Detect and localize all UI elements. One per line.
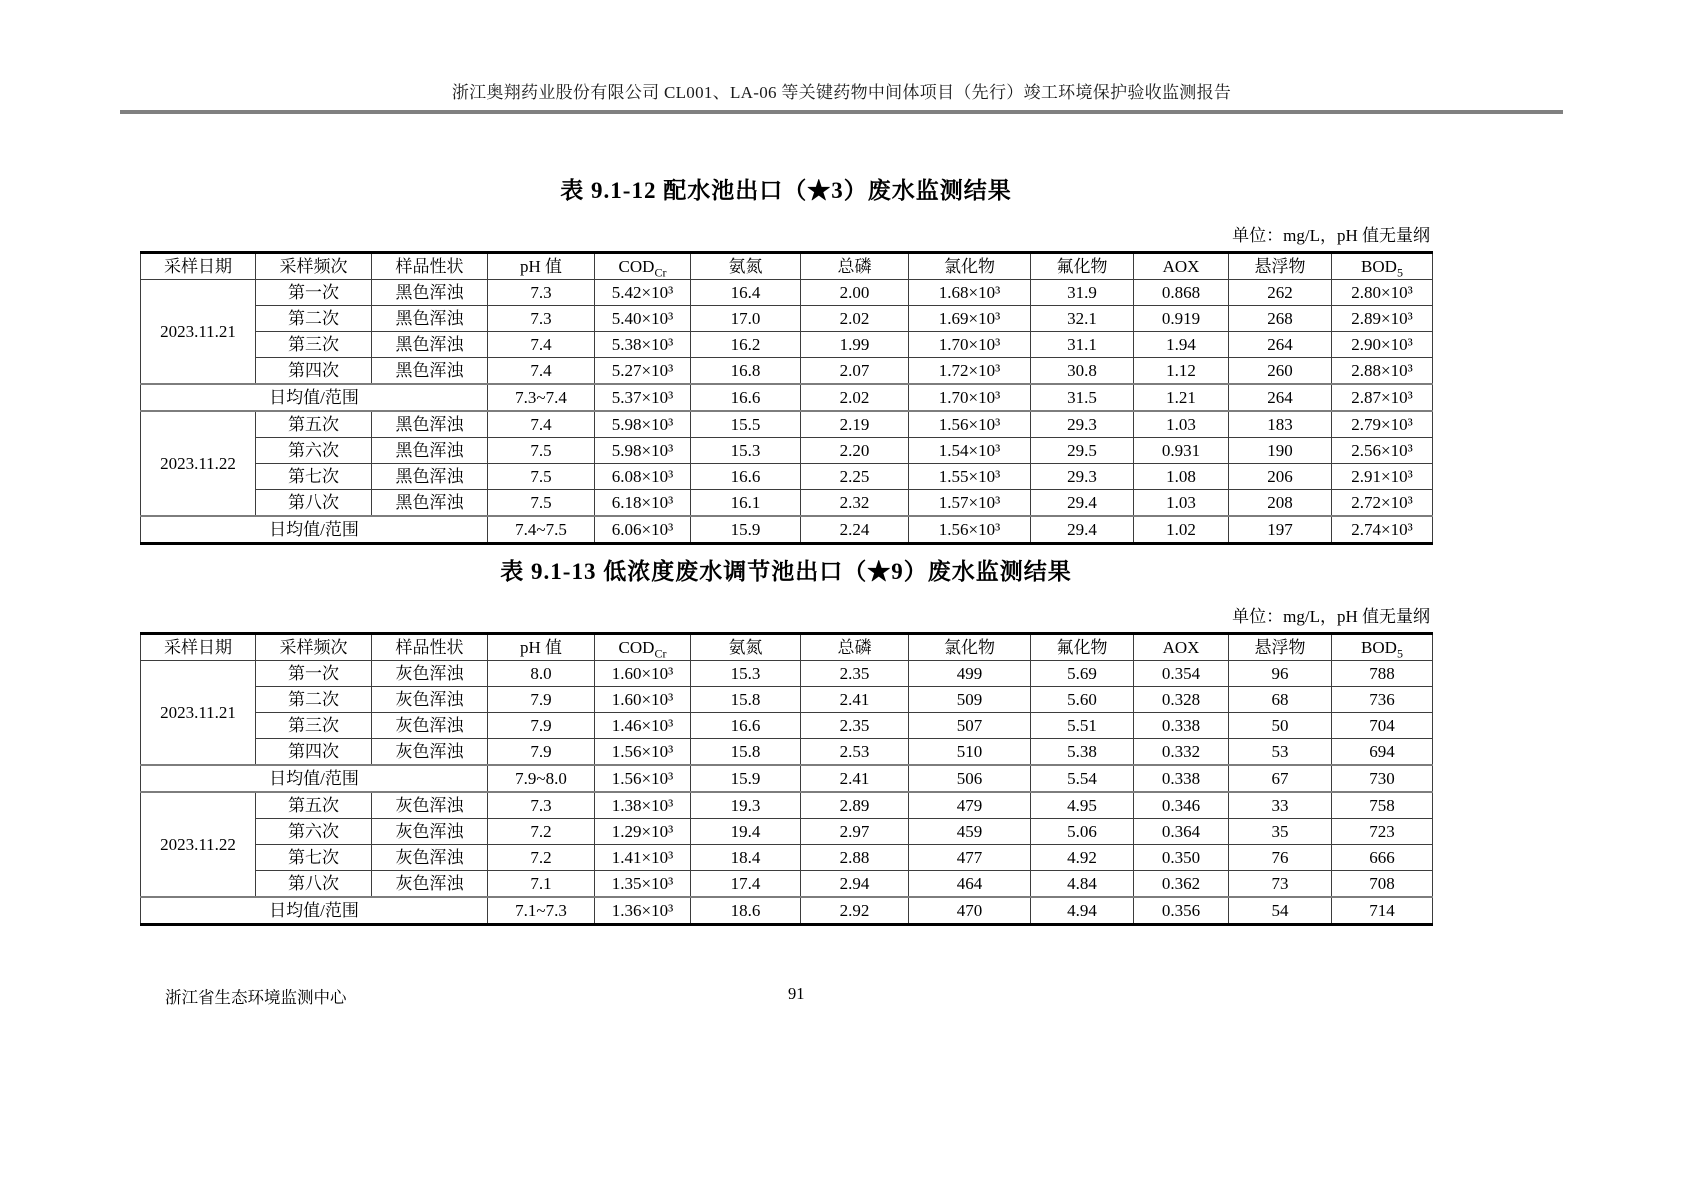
table-cell: 1.55×10³ xyxy=(909,464,1031,490)
table-cell: 0.346 xyxy=(1134,792,1229,819)
table-cell: 5.54 xyxy=(1031,765,1134,792)
summary-label-cell: 日均值/范围 xyxy=(141,516,488,544)
table-cell: 68 xyxy=(1229,687,1332,713)
table-cell: 16.8 xyxy=(691,358,801,385)
table-row xyxy=(141,713,1433,739)
table-cell: 2.32 xyxy=(801,490,909,517)
table-cell: 1.21 xyxy=(1134,384,1229,411)
table-body xyxy=(141,280,1433,544)
table-cell: 7.3 xyxy=(488,792,595,819)
column-header: 样品性状 xyxy=(372,253,488,280)
table-row xyxy=(141,332,1433,358)
column-header: 总磷 xyxy=(801,253,909,280)
table-body xyxy=(141,661,1433,925)
table-cell: 31.9 xyxy=(1031,280,1134,306)
table-cell: 479 xyxy=(909,792,1031,819)
summary-label-cell: 日均值/范围 xyxy=(141,765,488,792)
table-cell: 16.6 xyxy=(691,464,801,490)
table-cell: 灰色浑浊 xyxy=(372,739,488,766)
column-header: 采样频次 xyxy=(256,634,372,661)
table-cell: 1.60×10³ xyxy=(595,687,691,713)
table-cell: 第五次 xyxy=(256,792,372,819)
table-cell: 5.27×10³ xyxy=(595,358,691,385)
monitoring-results-table xyxy=(140,251,1433,545)
table-cell: 15.9 xyxy=(691,516,801,544)
table-cell: 509 xyxy=(909,687,1031,713)
date-cell: 2023.11.22 xyxy=(141,792,256,897)
table-section-wastewater-outlet-9 xyxy=(140,553,1432,926)
header-divider xyxy=(120,110,1563,114)
table-cell: 灰色浑浊 xyxy=(372,845,488,871)
table-cell: 7.2 xyxy=(488,845,595,871)
table-cell: 1.46×10³ xyxy=(595,713,691,739)
table-cell: 第一次 xyxy=(256,280,372,306)
table-cell: 2.20 xyxy=(801,438,909,464)
table-cell: 6.06×10³ xyxy=(595,516,691,544)
table-cell: 2.35 xyxy=(801,713,909,739)
table-cell: 5.40×10³ xyxy=(595,306,691,332)
table-cell: 7.3 xyxy=(488,280,595,306)
header-row xyxy=(141,634,1433,661)
table-cell: 1.56×10³ xyxy=(909,516,1031,544)
table-cell: 0.328 xyxy=(1134,687,1229,713)
table-cell: 2.97 xyxy=(801,819,909,845)
column-header: AOX xyxy=(1134,253,1229,280)
table-cell: 7.9 xyxy=(488,713,595,739)
table-cell: 灰色浑浊 xyxy=(372,661,488,687)
table-row xyxy=(141,845,1433,871)
unit-note: 单位：mg/L，pH 值无量纲 xyxy=(1232,607,1430,626)
column-header: 采样日期 xyxy=(141,253,256,280)
table-cell: 1.68×10³ xyxy=(909,280,1031,306)
table-cell: 2.92 xyxy=(801,897,909,925)
table-cell: 2.41 xyxy=(801,765,909,792)
table-cell: 2.24 xyxy=(801,516,909,544)
table-cell: 1.38×10³ xyxy=(595,792,691,819)
table-header-row xyxy=(141,253,1433,280)
footer-organization: 浙江省生态环境监测中心 xyxy=(165,988,347,1007)
column-header: 氯化物 xyxy=(909,253,1031,280)
table-cell: 2.91×10³ xyxy=(1332,464,1433,490)
table-cell: 6.08×10³ xyxy=(595,464,691,490)
table-cell: 第四次 xyxy=(256,358,372,385)
header-row xyxy=(141,253,1433,280)
table-cell: 1.57×10³ xyxy=(909,490,1031,517)
table-cell: 第三次 xyxy=(256,713,372,739)
table-cell: 53 xyxy=(1229,739,1332,766)
table-cell: 7.4~7.5 xyxy=(488,516,595,544)
table-cell: 第二次 xyxy=(256,306,372,332)
table-cell: 灰色浑浊 xyxy=(372,819,488,845)
column-header: $COD_{Cr}$ xyxy=(595,634,691,661)
table-cell: 470 xyxy=(909,897,1031,925)
table-cell: 18.6 xyxy=(691,897,801,925)
table-row xyxy=(141,871,1433,898)
column-header: 氨氮 xyxy=(691,634,801,661)
table-cell: 694 xyxy=(1332,739,1433,766)
table-cell: 2.53 xyxy=(801,739,909,766)
table-cell: 5.38 xyxy=(1031,739,1134,766)
table-cell: 1.70×10³ xyxy=(909,384,1031,411)
table-cell: 0.338 xyxy=(1134,713,1229,739)
table-cell: 7.5 xyxy=(488,464,595,490)
table-cell: 506 xyxy=(909,765,1031,792)
table-cell: 2.02 xyxy=(801,306,909,332)
table-cell: 788 xyxy=(1332,661,1433,687)
table-cell: 2.90×10³ xyxy=(1332,332,1433,358)
table-cell: 7.9 xyxy=(488,687,595,713)
table-cell: 477 xyxy=(909,845,1031,871)
table-cell: 190 xyxy=(1229,438,1332,464)
table-row xyxy=(141,306,1433,332)
summary-label-cell: 日均值/范围 xyxy=(141,897,488,925)
table-cell: 264 xyxy=(1229,384,1332,411)
table-cell: 第三次 xyxy=(256,332,372,358)
column-header: $BOD_5$ xyxy=(1332,253,1433,280)
table-cell: 0.350 xyxy=(1134,845,1229,871)
table-cell: 1.03 xyxy=(1134,490,1229,517)
table-cell: 第二次 xyxy=(256,687,372,713)
column-header: 氟化物 xyxy=(1031,253,1134,280)
column-header: 采样日期 xyxy=(141,634,256,661)
table-cell: 7.3~7.4 xyxy=(488,384,595,411)
table-cell: 黑色浑浊 xyxy=(372,358,488,385)
table-cell: 16.6 xyxy=(691,384,801,411)
daily-average-row xyxy=(141,897,1433,925)
table-cell: 15.5 xyxy=(691,411,801,438)
table-cell: 7.1~7.3 xyxy=(488,897,595,925)
table-cell: 268 xyxy=(1229,306,1332,332)
table-cell: 723 xyxy=(1332,819,1433,845)
column-header: 氯化物 xyxy=(909,634,1031,661)
table-row xyxy=(141,819,1433,845)
table-cell: 5.98×10³ xyxy=(595,438,691,464)
table-cell: 264 xyxy=(1229,332,1332,358)
table-cell: 33 xyxy=(1229,792,1332,819)
table-cell: 206 xyxy=(1229,464,1332,490)
table-cell: 1.12 xyxy=(1134,358,1229,385)
table-cell: 1.03 xyxy=(1134,411,1229,438)
table-cell: 183 xyxy=(1229,411,1332,438)
table-cell: 260 xyxy=(1229,358,1332,385)
table-section-wastewater-outlet-3 xyxy=(140,172,1432,545)
table-cell: 7.5 xyxy=(488,490,595,517)
table-cell: 1.56×10³ xyxy=(595,765,691,792)
table-cell: 2.25 xyxy=(801,464,909,490)
table-cell: 2.56×10³ xyxy=(1332,438,1433,464)
table-cell: 2.89 xyxy=(801,792,909,819)
column-header: pH 值 xyxy=(488,253,595,280)
table-cell: 5.38×10³ xyxy=(595,332,691,358)
table-cell: 29.5 xyxy=(1031,438,1134,464)
table-cell: 30.8 xyxy=(1031,358,1134,385)
table-cell: 1.56×10³ xyxy=(909,411,1031,438)
table-cell: 0.931 xyxy=(1134,438,1229,464)
table-cell: 714 xyxy=(1332,897,1433,925)
date-cell: 2023.11.22 xyxy=(141,411,256,516)
table-cell: 黑色浑浊 xyxy=(372,280,488,306)
table-cell: 7.4 xyxy=(488,411,595,438)
table-cell: 8.0 xyxy=(488,661,595,687)
table-cell: 1.56×10³ xyxy=(595,739,691,766)
table-cell: 67 xyxy=(1229,765,1332,792)
table-cell: 2.88×10³ xyxy=(1332,358,1433,385)
table-cell: 208 xyxy=(1229,490,1332,517)
table-cell: 7.5 xyxy=(488,438,595,464)
table-row xyxy=(141,411,1433,438)
table-cell: 1.69×10³ xyxy=(909,306,1031,332)
table-cell: 507 xyxy=(909,713,1031,739)
table-cell: 510 xyxy=(909,739,1031,766)
column-header: 悬浮物 xyxy=(1229,634,1332,661)
daily-average-row xyxy=(141,384,1433,411)
table-title: 表 9.1-13 低浓度废水调节池出口（★9）废水监测结果 xyxy=(500,559,1072,584)
table-cell: 2.74×10³ xyxy=(1332,516,1433,544)
table-cell: 15.9 xyxy=(691,765,801,792)
page-number: 91 xyxy=(788,984,805,1003)
report-title: 浙江奥翔药业股份有限公司 CL001、LA-06 等关键药物中间体项目（先行）竣工环境保护验收监测报告 xyxy=(451,83,1232,102)
table-cell: 7.3 xyxy=(488,306,595,332)
column-header: pH 值 xyxy=(488,634,595,661)
table-cell: 16.4 xyxy=(691,280,801,306)
table-cell: 197 xyxy=(1229,516,1332,544)
table-cell: 4.92 xyxy=(1031,845,1134,871)
summary-label-cell: 日均值/范围 xyxy=(141,384,488,411)
table-cell: 262 xyxy=(1229,280,1332,306)
date-cell: 2023.11.21 xyxy=(141,280,256,385)
table-cell: 黑色浑浊 xyxy=(372,306,488,332)
date-cell: 2023.11.21 xyxy=(141,661,256,766)
table-cell: 2.19 xyxy=(801,411,909,438)
table-cell: 2.87×10³ xyxy=(1332,384,1433,411)
table-cell: 1.02 xyxy=(1134,516,1229,544)
table-cell: 15.3 xyxy=(691,438,801,464)
table-cell: 0.354 xyxy=(1134,661,1229,687)
table-cell: 0.919 xyxy=(1134,306,1229,332)
table-cell: 29.4 xyxy=(1031,516,1134,544)
table-cell: 76 xyxy=(1229,845,1332,871)
table-cell: 7.4 xyxy=(488,332,595,358)
table-cell: 第六次 xyxy=(256,819,372,845)
table-row xyxy=(141,358,1433,385)
table-cell: 1.36×10³ xyxy=(595,897,691,925)
document-header xyxy=(0,0,1683,114)
table-cell: 1.35×10³ xyxy=(595,871,691,898)
table-cell: 0.338 xyxy=(1134,765,1229,792)
table-cell: 第八次 xyxy=(256,871,372,898)
monitoring-results-table xyxy=(140,632,1433,926)
table-cell: 7.1 xyxy=(488,871,595,898)
table-cell: 7.9 xyxy=(488,739,595,766)
table-cell: 7.4 xyxy=(488,358,595,385)
column-header: 样品性状 xyxy=(372,634,488,661)
table-cell: 29.4 xyxy=(1031,490,1134,517)
table-cell: 2.72×10³ xyxy=(1332,490,1433,517)
table-cell: 6.18×10³ xyxy=(595,490,691,517)
table-cell: 464 xyxy=(909,871,1031,898)
column-header: 氨氮 xyxy=(691,253,801,280)
column-header: $BOD_5$ xyxy=(1332,634,1433,661)
table-cell: 31.1 xyxy=(1031,332,1134,358)
table-cell: 1.94 xyxy=(1134,332,1229,358)
table-cell: 17.0 xyxy=(691,306,801,332)
table-cell: 灰色浑浊 xyxy=(372,713,488,739)
table-cell: 730 xyxy=(1332,765,1433,792)
document-footer xyxy=(0,984,1683,1008)
table-cell: 5.42×10³ xyxy=(595,280,691,306)
table-cell: 31.5 xyxy=(1031,384,1134,411)
table-cell: 0.356 xyxy=(1134,897,1229,925)
table-cell: 7.2 xyxy=(488,819,595,845)
table-cell: 2.02 xyxy=(801,384,909,411)
table-cell: 16.2 xyxy=(691,332,801,358)
table-cell: 96 xyxy=(1229,661,1332,687)
table-cell: 5.06 xyxy=(1031,819,1134,845)
table-cell: 758 xyxy=(1332,792,1433,819)
table-cell: 2.79×10³ xyxy=(1332,411,1433,438)
table-cell: 54 xyxy=(1229,897,1332,925)
table-row xyxy=(141,464,1433,490)
table-cell: 2.89×10³ xyxy=(1332,306,1433,332)
table-cell: 736 xyxy=(1332,687,1433,713)
table-cell: 5.69 xyxy=(1031,661,1134,687)
table-row xyxy=(141,438,1433,464)
table-cell: 704 xyxy=(1332,713,1433,739)
table-header-row xyxy=(141,634,1433,661)
table-row xyxy=(141,792,1433,819)
daily-average-row xyxy=(141,765,1433,792)
table-cell: 499 xyxy=(909,661,1031,687)
table-cell: 第四次 xyxy=(256,739,372,766)
table-cell: 73 xyxy=(1229,871,1332,898)
table-cell: 18.4 xyxy=(691,845,801,871)
table-cell: 2.88 xyxy=(801,845,909,871)
column-header: 氟化物 xyxy=(1031,634,1134,661)
table-cell: 黑色浑浊 xyxy=(372,332,488,358)
table-cell: 50 xyxy=(1229,713,1332,739)
table-row xyxy=(141,739,1433,766)
table-cell: 15.8 xyxy=(691,739,801,766)
table-cell: 666 xyxy=(1332,845,1433,871)
table-cell: 5.98×10³ xyxy=(595,411,691,438)
table-cell: 5.51 xyxy=(1031,713,1134,739)
table-cell: 4.94 xyxy=(1031,897,1134,925)
table-cell: 0.868 xyxy=(1134,280,1229,306)
table-cell: 1.29×10³ xyxy=(595,819,691,845)
table-cell: 第一次 xyxy=(256,661,372,687)
table-cell: 黑色浑浊 xyxy=(372,464,488,490)
table-cell: 7.9~8.0 xyxy=(488,765,595,792)
table-cell: 灰色浑浊 xyxy=(372,871,488,898)
table-row xyxy=(141,687,1433,713)
column-header: 总磷 xyxy=(801,634,909,661)
table-cell: 灰色浑浊 xyxy=(372,687,488,713)
table-cell: 5.60 xyxy=(1031,687,1134,713)
table-cell: 2.41 xyxy=(801,687,909,713)
table-cell: 第七次 xyxy=(256,845,372,871)
table-cell: 第六次 xyxy=(256,438,372,464)
table-cell: 19.4 xyxy=(691,819,801,845)
table-cell: 1.41×10³ xyxy=(595,845,691,871)
table-cell: 2.35 xyxy=(801,661,909,687)
table-cell: 15.8 xyxy=(691,687,801,713)
column-header: 采样频次 xyxy=(256,253,372,280)
table-cell: 29.3 xyxy=(1031,411,1134,438)
table-cell: 16.6 xyxy=(691,713,801,739)
table-cell: 29.3 xyxy=(1031,464,1134,490)
table-cell: 第八次 xyxy=(256,490,372,517)
column-header: 悬浮物 xyxy=(1229,253,1332,280)
table-cell: 黑色浑浊 xyxy=(372,411,488,438)
table-cell: 1.08 xyxy=(1134,464,1229,490)
table-cell: 1.60×10³ xyxy=(595,661,691,687)
table-cell: 17.4 xyxy=(691,871,801,898)
table-cell: 2.07 xyxy=(801,358,909,385)
table-cell: 0.364 xyxy=(1134,819,1229,845)
table-cell: 0.332 xyxy=(1134,739,1229,766)
table-cell: 4.84 xyxy=(1031,871,1134,898)
table-cell: 35 xyxy=(1229,819,1332,845)
table-cell: 459 xyxy=(909,819,1031,845)
table-cell: 第五次 xyxy=(256,411,372,438)
table-cell: 黑色浑浊 xyxy=(372,438,488,464)
table-row xyxy=(141,661,1433,687)
table-row xyxy=(141,280,1433,306)
table-cell: 2.00 xyxy=(801,280,909,306)
table-cell: 32.1 xyxy=(1031,306,1134,332)
table-cell: 1.99 xyxy=(801,332,909,358)
table-cell: 黑色浑浊 xyxy=(372,490,488,517)
table-cell: 1.72×10³ xyxy=(909,358,1031,385)
table-row xyxy=(141,490,1433,517)
table-cell: 5.37×10³ xyxy=(595,384,691,411)
table-cell: 0.362 xyxy=(1134,871,1229,898)
table-cell: 16.1 xyxy=(691,490,801,517)
unit-note: 单位：mg/L，pH 值无量纲 xyxy=(1232,226,1430,245)
table-cell: 19.3 xyxy=(691,792,801,819)
table-cell: 708 xyxy=(1332,871,1433,898)
daily-average-row xyxy=(141,516,1433,544)
table-cell: 2.94 xyxy=(801,871,909,898)
column-header: $COD_{Cr}$ xyxy=(595,253,691,280)
table-cell: 2.80×10³ xyxy=(1332,280,1433,306)
table-cell: 1.70×10³ xyxy=(909,332,1031,358)
table-cell: 第七次 xyxy=(256,464,372,490)
table-cell: 15.3 xyxy=(691,661,801,687)
column-header: AOX xyxy=(1134,634,1229,661)
table-title: 表 9.1-12 配水池出口（★3）废水监测结果 xyxy=(560,178,1012,203)
table-cell: 灰色浑浊 xyxy=(372,792,488,819)
table-cell: 1.54×10³ xyxy=(909,438,1031,464)
table-cell: 4.95 xyxy=(1031,792,1134,819)
